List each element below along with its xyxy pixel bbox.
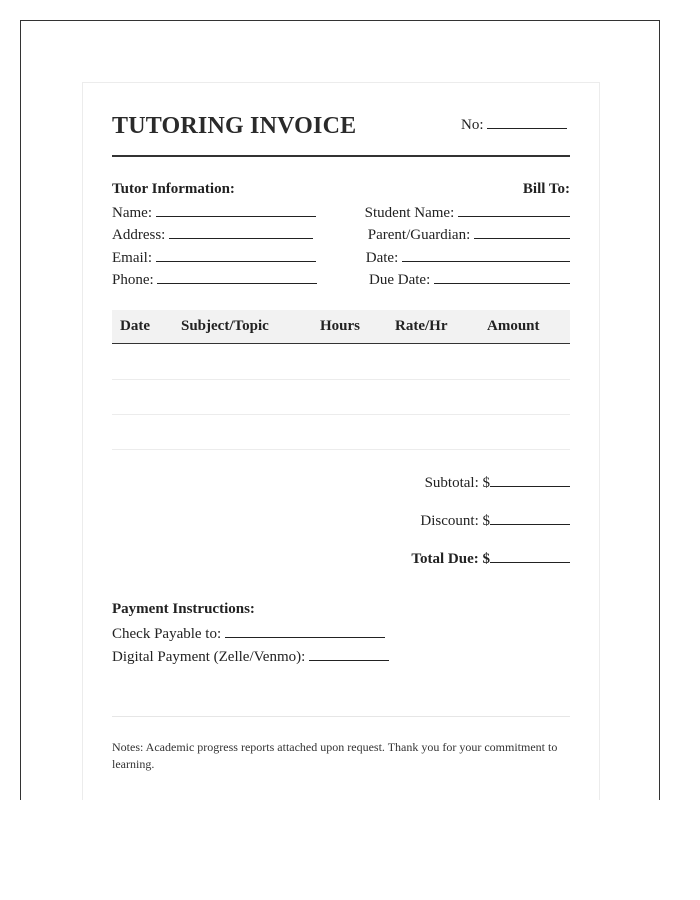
student-name-blank[interactable] xyxy=(458,202,570,217)
tutor-address-blank[interactable] xyxy=(169,224,313,239)
due-date-field xyxy=(369,269,570,289)
invoice-date-field xyxy=(366,247,570,267)
table-row[interactable] xyxy=(112,379,570,380)
column-hours: Hours xyxy=(320,318,361,334)
parent-guardian-field xyxy=(368,224,570,244)
bill-to-heading: Bill To: xyxy=(522,181,570,197)
tutor-phone-blank[interactable] xyxy=(157,269,317,284)
discount-label: Discount: $ xyxy=(420,513,490,529)
student-name-label: Student Name: xyxy=(364,205,455,221)
notes-divider xyxy=(112,716,570,717)
total-due-blank[interactable] xyxy=(490,548,570,563)
invoice-title: TUTORING INVOICE xyxy=(112,113,357,139)
column-amount: Amount xyxy=(487,318,540,334)
tutor-phone-label: Phone: xyxy=(112,272,154,288)
invoice-number-blank[interactable] xyxy=(487,114,567,129)
check-payable-blank[interactable] xyxy=(225,623,385,638)
tutor-email-blank[interactable] xyxy=(156,247,316,262)
parent-guardian-blank[interactable] xyxy=(474,224,570,239)
due-date-label: Due Date: xyxy=(369,272,431,288)
student-name-field xyxy=(365,202,570,222)
subtotal-blank[interactable] xyxy=(490,472,570,487)
tutor-email-field xyxy=(112,247,316,267)
table-row[interactable] xyxy=(112,449,570,450)
total-due-label: Total Due: $ xyxy=(411,551,490,567)
tutor-address-field xyxy=(112,224,313,244)
tutor-name-blank[interactable] xyxy=(156,202,316,217)
column-date: Date xyxy=(120,318,150,334)
tutor-phone-field xyxy=(112,269,317,289)
column-rate-per-hour: Rate/Hr xyxy=(395,318,448,334)
title-divider xyxy=(112,155,570,157)
invoice-notes: Notes: Academic progress reports attached upon request. Thank you for your commitment to learning. xyxy=(112,740,558,771)
total-due-field xyxy=(411,548,570,568)
invoice-number-field xyxy=(461,114,567,134)
invoice-date-blank[interactable] xyxy=(402,247,570,262)
column-subject-topic: Subject/Topic xyxy=(181,318,269,334)
check-payable-label: Check Payable to: xyxy=(112,626,222,642)
discount-blank[interactable] xyxy=(490,510,570,525)
due-date-blank[interactable] xyxy=(434,269,570,284)
tutor-address-label: Address: xyxy=(112,227,166,243)
digital-payment-blank[interactable] xyxy=(309,646,389,661)
digital-payment-label: Digital Payment (Zelle/Venmo): xyxy=(112,649,306,665)
payment-instructions-heading: Payment Instructions: xyxy=(112,601,255,617)
tutor-email-label: Email: xyxy=(112,250,152,266)
subtotal-label: Subtotal: $ xyxy=(424,475,490,491)
tutor-name-field xyxy=(112,202,316,222)
digital-payment-field xyxy=(112,646,389,666)
line-items-header xyxy=(112,310,570,344)
subtotal-field xyxy=(425,472,570,492)
invoice-date-label: Date: xyxy=(365,250,399,266)
parent-guardian-label: Parent/Guardian: xyxy=(367,227,471,243)
check-payable-field xyxy=(112,623,385,643)
discount-field xyxy=(420,510,570,530)
invoice-number-label: No: xyxy=(461,117,484,133)
tutor-info-heading: Tutor Information: xyxy=(112,181,235,197)
table-row[interactable] xyxy=(112,414,570,415)
tutor-name-label: Name: xyxy=(112,205,152,221)
